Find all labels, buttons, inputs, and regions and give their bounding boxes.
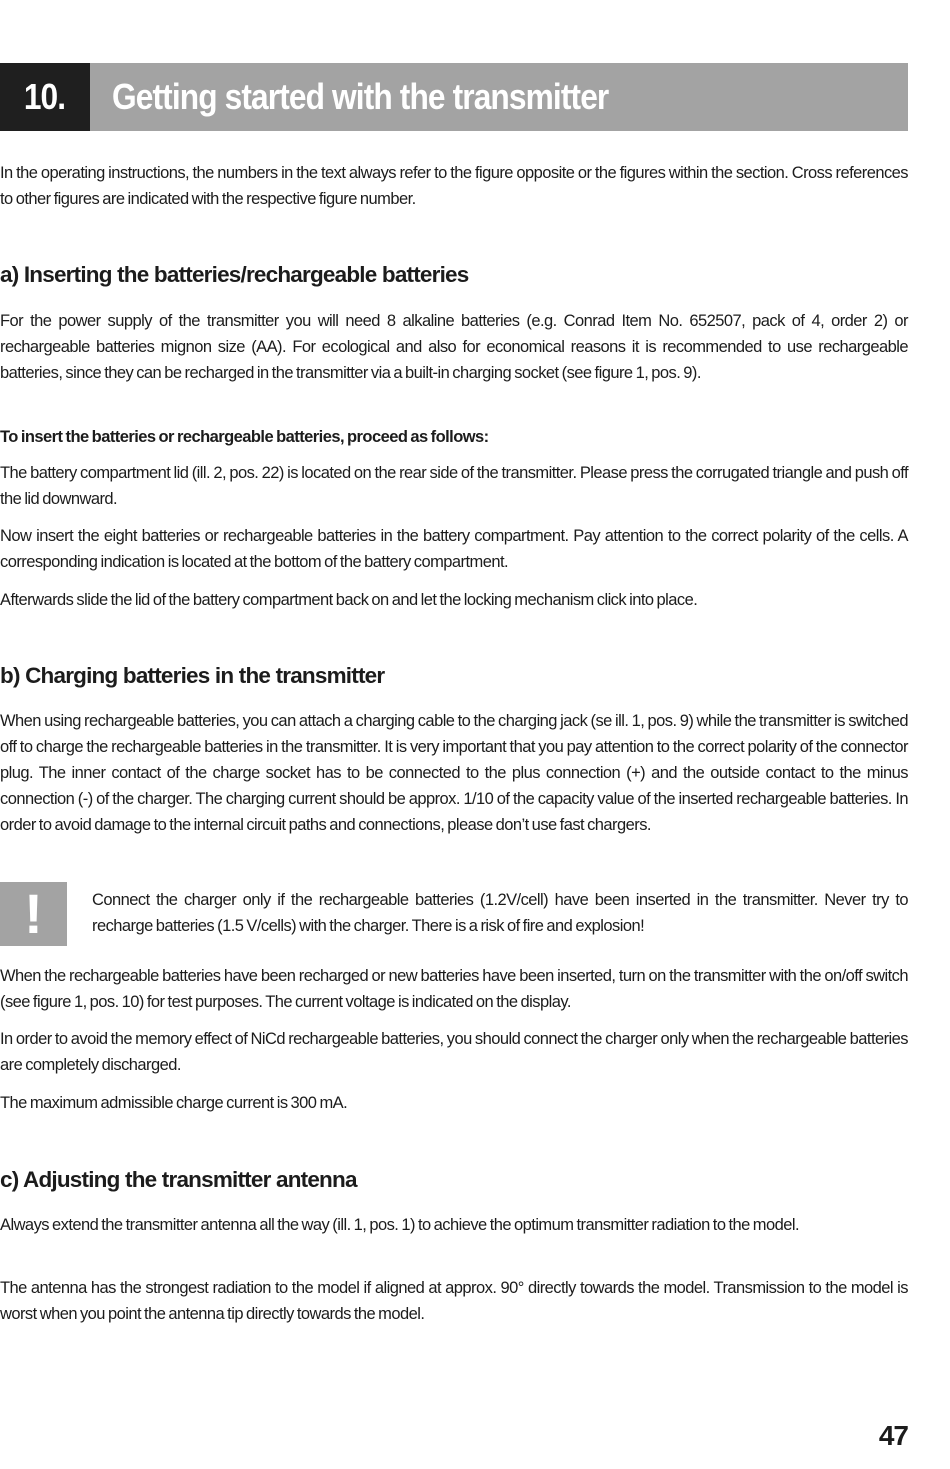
chapter-header: [0, 63, 908, 131]
section-a-subheading: To insert the batteries or rechargeable batteries, proceed as follows:: [0, 428, 489, 446]
page-number: 47: [878, 1420, 908, 1451]
section-b-heading: b) Charging batteries in the transmitter: [0, 663, 385, 688]
section-a-paragraph-4: Afterwards slide the lid of the battery compartment back on and let the locking mechanism click into place.: [0, 591, 698, 609]
section-a-paragraph-2: The battery compartment lid (ill. 2, pos. 22) is located on the rear side of the transmitter. Please press the corrugated triangle and push off the lid downward.: [0, 464, 908, 508]
warning-icon: !: [0, 882, 67, 946]
section-a-paragraph-1: For the power supply of the transmitter you will need 8 alkaline batteries (e.g. Conrad Item No. 652507, pack of 4, order 2) or rechargeable batteries mignon size (AA). For ecological and also for economical reasons it is recommended to use rechargeable batteries, since they can be recharged in the transmitter via a built-in charging socket (see figure 1, pos. 9).: [0, 312, 908, 382]
section-b-paragraph-4: The maximum admissible charge current is 300 mA.: [0, 1094, 348, 1112]
section-c-paragraph-2: The antenna has the strongest radiation to the model if aligned at approx. 90° directly towards the model. Transmission to the model is worst when you point the antenna tip directly towards the model.: [0, 1279, 908, 1323]
section-a-heading: a) Inserting the batteries/rechargeable batteries: [0, 262, 469, 287]
section-b-paragraph-2: When the rechargeable batteries have been recharged or new batteries have been inserted, turn on the transmitter with the on/off switch (see figure 1, pos. 10) for test purposes. The current voltage is indicated on the display.: [0, 967, 908, 1011]
chapter-title: Getting started with the transmitter: [90, 63, 908, 131]
warning-text: Connect the charger only if the rechargeable batteries (1.2V/cell) have been inserted in the transmitter. Never try to recharge batteries (1.5 V/cells) with the charger. There is a risk of fire and explosion!: [92, 891, 908, 935]
section-b-paragraph-3: In order to avoid the memory effect of NiCd rechargeable batteries, you should connect the charger only when the rechargeable batteries are completely discharged.: [0, 1030, 908, 1074]
section-c-paragraph-1: Always extend the transmitter antenna all the way (ill. 1, pos. 1) to achieve the optimum transmitter radiation to the model.: [0, 1216, 800, 1234]
section-c-heading: c) Adjusting the transmitter antenna: [0, 1167, 357, 1192]
section-a-paragraph-3: Now insert the eight batteries or rechargeable batteries in the battery compartment. Pay attention to the correct polarity of the cells. A corresponding indication is located at the bottom of the battery compartment.: [0, 527, 908, 571]
intro-paragraph: In the operating instructions, the numbers in the text always refer to the figure opposite or the figures within the section. Cross references to other figures are indicated with the respective figure number.: [0, 164, 908, 208]
chapter-number: 10.: [0, 63, 90, 131]
section-b-paragraph-1: When using rechargeable batteries, you can attach a charging cable to the charging jack (se ill. 1, pos. 9) while the transmitter is switched off to charge the rechargeable batteries in the transmitter. It is very important that you pay attention to the correct polarity of the connector plug. The inner contact of the charge socket has to be connected to the plus connection (+) and the outside contact to the minus connection (-) of the charger. The charging current should be approx. 1/10 of the capacity value of the inserted rechargeable batteries. In order to avoid damage to the internal circuit paths and connections, please don’t use fast chargers.: [0, 712, 908, 834]
